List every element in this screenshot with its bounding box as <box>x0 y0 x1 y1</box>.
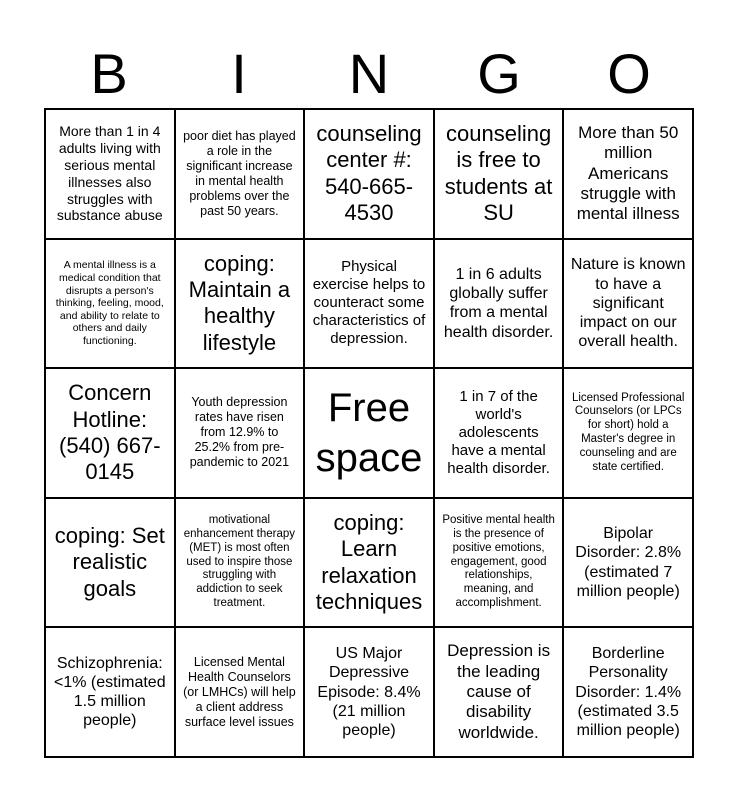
bingo-cell[interactable]: Borderline Personality Disorder: 1.4% (estimated 3.5 million people) <box>563 627 693 757</box>
bingo-cell[interactable]: Depression is the leading cause of disability worldwide. <box>434 627 564 757</box>
bingo-cell[interactable]: Nature is known to have a significant impact on our overall health. <box>563 239 693 369</box>
bingo-cell[interactable]: coping: Set realistic goals <box>45 498 175 628</box>
bingo-cell[interactable]: Concern Hotline: (540) 667-0145 <box>45 368 175 498</box>
bingo-cell[interactable]: Bipolar Disorder: 2.8% (estimated 7 million people) <box>563 498 693 628</box>
bingo-cell[interactable]: More than 1 in 4 adults living with serious mental illnesses also struggles with substance abuse <box>45 109 175 239</box>
bingo-cell[interactable]: Positive mental health is the presence of positive emotions, engagement, good relationships, meaning, and accomplishment. <box>434 498 564 628</box>
bingo-cell[interactable]: poor diet has played a role in the significant increase in mental health problems over the past 50 years. <box>175 109 305 239</box>
bingo-cell[interactable]: counseling center #: 540-665-4530 <box>304 109 434 239</box>
bingo-header <box>44 40 694 108</box>
header-letter-g: G <box>477 42 521 105</box>
header-letter-b: B <box>90 42 128 105</box>
header-letter-n: N <box>348 42 390 105</box>
header-letter-i: I <box>231 42 247 105</box>
bingo-cell[interactable]: More than 50 million Americans struggle with mental illness <box>563 109 693 239</box>
bingo-cell[interactable]: counseling is free to students at SU <box>434 109 564 239</box>
bingo-cell[interactable]: 1 in 6 adults globally suffer from a mental health disorder. <box>434 239 564 369</box>
bingo-cell[interactable]: Licensed Professional Counselors (or LPCs for short) hold a Master's degree in counseling and are state certified. <box>563 368 693 498</box>
bingo-cell[interactable]: US Major Depressive Episode: 8.4% (21 million people) <box>304 627 434 757</box>
bingo-cell[interactable]: Licensed Mental Health Counselors (or LMHCs) will help a client address surface level issues <box>175 627 305 757</box>
bingo-cell[interactable]: motivational enhancement therapy (MET) is most often used to inspire those struggling with addiction to seek treatment. <box>175 498 305 628</box>
bingo-cell[interactable]: A mental illness is a medical condition that disrupts a person's thinking, feeling, mood, and ability to relate to others and daily functioning. <box>45 239 175 369</box>
free-space-cell[interactable]: Free space <box>304 368 434 498</box>
bingo-cell[interactable]: coping: Maintain a healthy lifestyle <box>175 239 305 369</box>
bingo-cell[interactable]: 1 in 7 of the world's adolescents have a mental health disorder. <box>434 368 564 498</box>
bingo-cell[interactable]: Youth depression rates have risen from 12.9% to 25.2% from pre-pandemic to 2021 <box>175 368 305 498</box>
bingo-cell[interactable]: coping: Learn relaxation techniques <box>304 498 434 628</box>
bingo-cell[interactable]: Schizophrenia: <1% (estimated 1.5 million people) <box>45 627 175 757</box>
bingo-card-grid <box>44 108 694 758</box>
bingo-cell[interactable]: Physical exercise helps to counteract some characteristics of depression. <box>304 239 434 369</box>
header-letter-o: O <box>607 42 651 105</box>
